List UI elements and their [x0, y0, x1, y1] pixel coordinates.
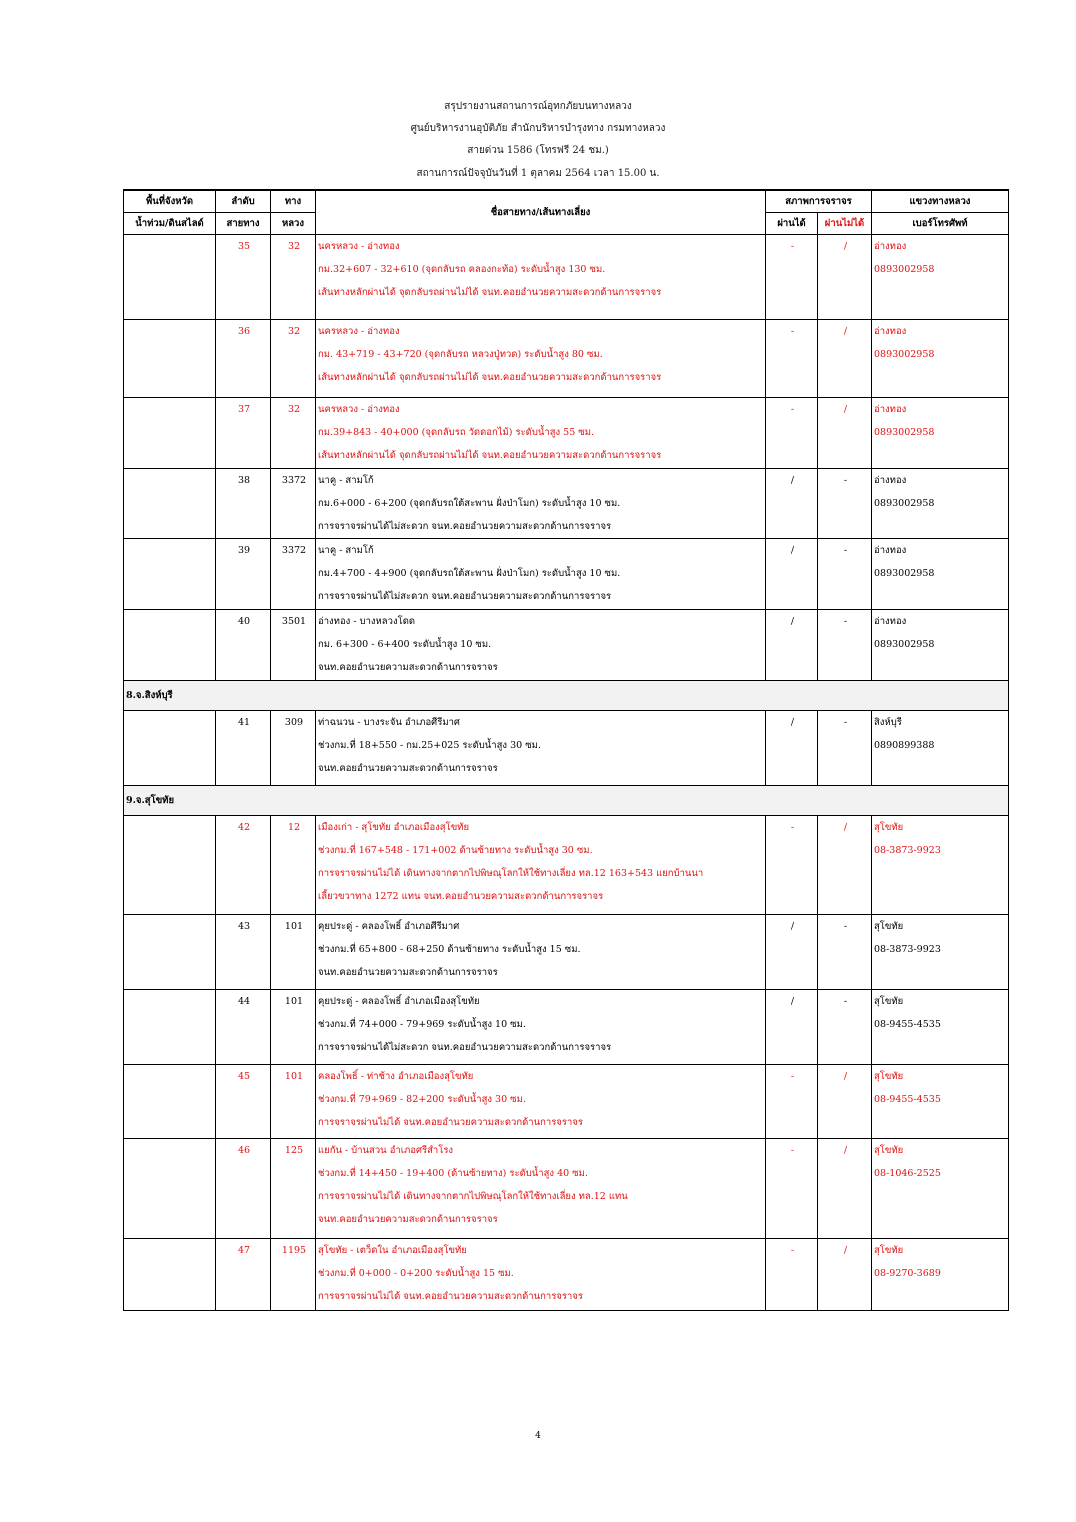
- pass-cell-text: -: [790, 241, 795, 252]
- area-cell: [124, 1065, 216, 1139]
- route-line: อ่างทอง - บางหลวงโดด: [318, 616, 416, 627]
- col-area: พื้นที่จังหวัด: [124, 190, 216, 213]
- area-cell: [124, 320, 216, 398]
- seq-cell-text: 41: [237, 717, 251, 728]
- area-cell: [124, 990, 216, 1065]
- pass-cell: [766, 990, 818, 1065]
- office-phone: 0890899388: [874, 740, 935, 751]
- page-number: 4: [535, 1431, 541, 1441]
- route-line: กม. 6+300 - 6+400 ระดับน้ำสูง 10 ซม.: [318, 639, 492, 650]
- route-cell: [316, 1065, 766, 1139]
- area-cell: [124, 539, 216, 610]
- route-cell: [316, 1139, 766, 1239]
- seq-cell: [216, 1139, 271, 1239]
- seq-cell-text: 42: [237, 822, 251, 833]
- area-cell: [124, 816, 216, 915]
- seq-cell-text: 43: [237, 921, 251, 932]
- no-pass-cell-text: -: [843, 545, 848, 556]
- highway-cell-text: 125: [284, 1145, 304, 1156]
- seq-cell: [216, 816, 271, 915]
- col-seq: ลำดับ: [216, 190, 271, 213]
- no-pass-cell: [818, 1239, 872, 1311]
- area-cell: [124, 1239, 216, 1311]
- seq-cell-text: 45: [237, 1071, 251, 1082]
- province-heading: 8.จ.สิงห์บุรี: [124, 681, 1009, 711]
- highway-cell-text: 101: [284, 1071, 304, 1082]
- pass-cell-text: /: [790, 475, 795, 486]
- no-pass-cell: [818, 915, 872, 990]
- no-pass-cell: [818, 610, 872, 681]
- seq-cell-text: 46: [237, 1145, 251, 1156]
- col-route: ชื่อสายทาง/เส้นทางเลี่ยง: [316, 190, 766, 235]
- highway-cell-text: 3501: [281, 616, 307, 627]
- area-cell: [124, 915, 216, 990]
- report-agency: ศูนย์บริหารงานอุบัติภัย สำนักบริหารบำรุงทาง กรมทางหลวง: [410, 123, 666, 134]
- office-cell: [872, 320, 1009, 398]
- no-pass-cell-text: -: [843, 996, 848, 1007]
- route-line: การจราจรผ่านไม่ได้ เดินทางจากตากไปพิษณุโลกให้ใช้ทางเลี่ยง ทล.12 163+543 แยกบ้านนา: [318, 868, 704, 879]
- seq-cell: [216, 469, 271, 539]
- office-office: อ่างทอง: [874, 616, 907, 627]
- no-pass-cell-text: /: [843, 822, 848, 833]
- pass-cell: [766, 469, 818, 539]
- report-datetime: สถานการณ์ปัจจุบันวันที่ 1 ตุลาคม 2564 เวลา 15.00 น.: [416, 168, 660, 179]
- office-phone: 0893002958: [874, 498, 935, 509]
- area-cell: [124, 1139, 216, 1239]
- highway-cell-text: 3372: [281, 545, 307, 556]
- route-line: คลองโพธิ์ - ท่าช้าง อำเภอเมืองสุโขทัย: [318, 1071, 474, 1082]
- seq-cell-text: 47: [237, 1245, 251, 1256]
- pass-cell-text: /: [790, 996, 795, 1007]
- highway-cell-text: 32: [287, 241, 301, 252]
- table-row: [124, 816, 1009, 915]
- table-row: [124, 1065, 1009, 1139]
- highway-cell: [271, 1239, 316, 1311]
- highway-cell: [271, 711, 316, 786]
- no-pass-cell-text: /: [843, 1245, 848, 1256]
- pass-cell-text: /: [790, 616, 795, 627]
- no-pass-cell-text: -: [843, 717, 848, 728]
- highway-cell: [271, 235, 316, 320]
- route-line: การจราจรผ่านได้ไม่สะดวก จนท.คอยอำนวยความสะดวกด้านการจราจร: [318, 1042, 612, 1053]
- route-line: เส้นทางหลักผ่านได้ จุดกลับรถผ่านไม่ได้ จนท.คอยอำนวยความสะดวกด้านการจราจร: [318, 287, 662, 298]
- col-area-sub: น้ำท่วม/ดินสไลด์: [124, 213, 216, 235]
- no-pass-cell-text: -: [843, 921, 848, 932]
- seq-cell-text: 35: [237, 241, 251, 252]
- highway-cell-text: 32: [287, 326, 301, 337]
- office-phone: 0893002958: [874, 264, 935, 275]
- pass-cell-text: -: [790, 1145, 795, 1156]
- office-cell: [872, 398, 1009, 469]
- office-cell: [872, 235, 1009, 320]
- route-line: นครหลวง - อ่างทอง: [318, 404, 400, 415]
- office-office: สุโขทัย: [874, 1245, 904, 1256]
- route-line: ช่วงกม.ที่ 79+969 - 82+200 ระดับน้ำสูง 30 ซม.: [318, 1094, 526, 1105]
- office-cell: [872, 610, 1009, 681]
- route-line: เลี้ยวขวาทาง 1272 แทน จนท.คอยอำนวยความสะดวกด้านการจราจร: [318, 891, 604, 902]
- route-line: จนท.คอยอำนวยความสะดวกด้านการจราจร: [318, 763, 498, 774]
- no-pass-cell-text: /: [843, 241, 848, 252]
- office-cell: [872, 1139, 1009, 1239]
- pass-cell: [766, 1239, 818, 1311]
- route-line: จนท.คอยอำนวยความสะดวกด้านการจราจร: [318, 967, 498, 978]
- pass-cell-text: -: [790, 822, 795, 833]
- route-cell: [316, 990, 766, 1065]
- seq-cell: [216, 1239, 271, 1311]
- office-phone: 0893002958: [874, 568, 935, 579]
- route-cell: [316, 610, 766, 681]
- pass-cell-text: -: [790, 404, 795, 415]
- route-cell: [316, 816, 766, 915]
- seq-cell-text: 44: [237, 996, 251, 1007]
- route-line: การจราจรผ่านไม่ได้ เดินทางจากตากไปพิษณุโลกให้ใช้ทางเลี่ยง ทล.12 แทน: [318, 1191, 628, 1202]
- no-pass-cell-text: /: [843, 1145, 848, 1156]
- office-phone: 0893002958: [874, 349, 935, 360]
- highway-cell-text: 309: [284, 717, 304, 728]
- office-office: สุโขทัย: [874, 921, 904, 932]
- office-phone: 08-9270-3689: [874, 1268, 941, 1279]
- route-line: นครหลวง - อ่างทอง: [318, 241, 400, 252]
- no-pass-cell: [818, 235, 872, 320]
- office-office: อ่างทอง: [874, 404, 907, 415]
- table-row: [124, 915, 1009, 990]
- pass-cell-text: -: [790, 1071, 795, 1082]
- office-cell: [872, 990, 1009, 1065]
- table-row: [124, 610, 1009, 681]
- seq-cell-text: 38: [237, 475, 251, 486]
- col-traffic-status: สภาพการจราจร: [766, 190, 872, 213]
- route-line: การจราจรผ่านไม่ได้ จนท.คอยอำนวยความสะดวกด้านการจราจร: [318, 1291, 583, 1302]
- pass-cell: [766, 1139, 818, 1239]
- office-phone: 0893002958: [874, 639, 935, 650]
- seq-cell-text: 36: [237, 326, 251, 337]
- col-pass: ผ่านได้: [766, 213, 818, 235]
- route-line: จนท.คอยอำนวยความสะดวกด้านการจราจร: [318, 1214, 498, 1225]
- no-pass-cell-text: /: [843, 404, 848, 415]
- pass-cell-text: -: [790, 1245, 795, 1256]
- office-phone: 08-9455-4535: [874, 1094, 941, 1105]
- highway-cell: [271, 610, 316, 681]
- no-pass-cell: [818, 711, 872, 786]
- table-row: [124, 1139, 1009, 1239]
- area-cell: [124, 398, 216, 469]
- route-line: แยกัน - บ้านสวน อำเภอศรีสำโรง: [318, 1145, 454, 1156]
- office-office: อ่างทอง: [874, 475, 907, 486]
- report-hotline: สายด่วน 1586 (โทรฟรี 24 ชม.): [467, 145, 609, 156]
- office-office: สุโขทัย: [874, 1145, 904, 1156]
- highway-cell: [271, 469, 316, 539]
- office-office: สุโขทัย: [874, 1071, 904, 1082]
- report-title: สรุปรายงานสถานการณ์อุทกภัยบนทางหลวง: [444, 101, 632, 112]
- seq-cell: [216, 1065, 271, 1139]
- no-pass-cell: [818, 398, 872, 469]
- route-line: ช่วงกม.ที่ 0+000 - 0+200 ระดับน้ำสูง 15 ซม.: [318, 1268, 514, 1279]
- route-line: คุยประดู่ - คลองโพธิ์ อำเภอเมืองสุโขทัย: [318, 996, 480, 1007]
- highway-cell: [271, 915, 316, 990]
- route-cell: [316, 320, 766, 398]
- pass-cell-text: /: [790, 921, 795, 932]
- no-pass-cell: [818, 1139, 872, 1239]
- route-line: ช่วงกม.ที่ 74+000 - 79+969 ระดับน้ำสูง 10 ซม.: [318, 1019, 526, 1030]
- route-line: กม.6+000 - 6+200 (จุดกลับรถใต้สะพาน ฝั่งป่าโมก) ระดับน้ำสูง 10 ซม.: [318, 498, 621, 509]
- pass-cell: [766, 915, 818, 990]
- no-pass-cell-text: -: [843, 475, 848, 486]
- route-line: การจราจรผ่านได้ไม่สะดวก จนท.คอยอำนวยความสะดวกด้านการจราจร: [318, 521, 612, 532]
- no-pass-cell-text: /: [843, 326, 848, 337]
- seq-cell-text: 37: [237, 404, 251, 415]
- route-line: ช่วงกม.ที่ 18+550 - กม.25+025 ระดับน้ำสูง 30 ซม.: [318, 740, 541, 751]
- area-cell: [124, 469, 216, 539]
- col-no-pass: ผ่านไม่ได้: [818, 213, 872, 235]
- seq-cell: [216, 235, 271, 320]
- pass-cell-text: /: [790, 717, 795, 728]
- office-phone: 08-9455-4535: [874, 1019, 941, 1030]
- table-row: [124, 469, 1009, 539]
- table-row: [124, 1239, 1009, 1311]
- col-highway: ทาง: [271, 190, 316, 213]
- area-cell: [124, 235, 216, 320]
- route-cell: [316, 915, 766, 990]
- office-office: อ่างทอง: [874, 545, 907, 556]
- pass-cell: [766, 235, 818, 320]
- route-cell: [316, 469, 766, 539]
- table-row: [124, 711, 1009, 786]
- highway-cell-text: 3372: [281, 475, 307, 486]
- pass-cell: [766, 539, 818, 610]
- seq-cell: [216, 398, 271, 469]
- route-line: กม.39+843 - 40+000 (จุดกลับรถ วัดดอกไม้) ระดับน้ำสูง 55 ซม.: [318, 427, 595, 438]
- office-office: สุโขทัย: [874, 996, 904, 1007]
- col-phone: เบอร์โทรศัพท์: [872, 213, 1009, 235]
- route-cell: [316, 539, 766, 610]
- no-pass-cell-text: -: [843, 616, 848, 627]
- seq-cell-text: 39: [237, 545, 251, 556]
- office-office: สุโขทัย: [874, 822, 904, 833]
- office-office: อ่างทอง: [874, 326, 907, 337]
- route-cell: [316, 711, 766, 786]
- col-highway-sub: หลวง: [271, 213, 316, 235]
- table-row: [124, 398, 1009, 469]
- no-pass-cell: [818, 320, 872, 398]
- pass-cell: [766, 1065, 818, 1139]
- office-cell: [872, 1065, 1009, 1139]
- table-row: [124, 539, 1009, 610]
- table-row: [124, 320, 1009, 398]
- seq-cell: [216, 711, 271, 786]
- route-line: การจราจรผ่านไม่ได้ จนท.คอยอำนวยความสะดวกด้านการจราจร: [318, 1117, 583, 1128]
- highway-cell-text: 12: [287, 822, 301, 833]
- seq-cell-text: 40: [237, 616, 251, 627]
- office-cell: [872, 915, 1009, 990]
- route-line: ท่าฉนวน - บางระจัน อำเภอศีรีมาศ: [318, 717, 460, 728]
- seq-cell: [216, 990, 271, 1065]
- col-office: แขวงทางหลวง: [872, 190, 1009, 213]
- highway-cell-text: 32: [287, 404, 301, 415]
- highway-cell: [271, 320, 316, 398]
- pass-cell: [766, 398, 818, 469]
- area-cell: [124, 610, 216, 681]
- office-office: สิงห์บุรี: [874, 717, 902, 728]
- route-line: นาคู - สามโก้: [318, 475, 374, 486]
- highway-cell-text: 101: [284, 996, 304, 1007]
- office-phone: 08-3873-9923: [874, 944, 941, 955]
- pass-cell-text: /: [790, 545, 795, 556]
- office-cell: [872, 816, 1009, 915]
- route-cell: [316, 398, 766, 469]
- col-seq-sub: สายทาง: [216, 213, 271, 235]
- pass-cell-text: -: [790, 326, 795, 337]
- highway-cell: [271, 398, 316, 469]
- highway-cell: [271, 1139, 316, 1239]
- area-cell: [124, 711, 216, 786]
- table-row: [124, 235, 1009, 320]
- route-line: คุยประดู่ - คลองโพธิ์ อำเภอศีรีมาศ: [318, 921, 460, 932]
- route-line: เส้นทางหลักผ่านได้ จุดกลับรถผ่านไม่ได้ จนท.คอยอำนวยความสะดวกด้านการจราจร: [318, 372, 662, 383]
- office-cell: [872, 711, 1009, 786]
- route-line: เส้นทางหลักผ่านได้ จุดกลับรถผ่านไม่ได้ จนท.คอยอำนวยความสะดวกด้านการจราจร: [318, 450, 662, 461]
- table-row: [124, 990, 1009, 1065]
- no-pass-cell: [818, 1065, 872, 1139]
- route-line: กม.32+607 - 32+610 (จุดกลับรถ คลองกะท้อ) ระดับน้ำสูง 130 ซม.: [318, 264, 606, 275]
- pass-cell: [766, 610, 818, 681]
- route-line: นาคู - สามโก้: [318, 545, 374, 556]
- route-cell: [316, 235, 766, 320]
- highway-cell: [271, 539, 316, 610]
- route-line: ช่วงกม.ที่ 14+450 - 19+400 (ด้านซ้ายทาง) ระดับน้ำสูง 40 ซม.: [318, 1168, 588, 1179]
- seq-cell: [216, 320, 271, 398]
- route-line: สุโขทัย - เตว็ดใน อำเภอเมืองสุโขทัย: [318, 1245, 467, 1256]
- highway-cell: [271, 816, 316, 915]
- seq-cell: [216, 539, 271, 610]
- route-line: นครหลวง - อ่างทอง: [318, 326, 400, 337]
- no-pass-cell-text: /: [843, 1071, 848, 1082]
- highway-cell: [271, 990, 316, 1065]
- flood-status-table: [123, 189, 1009, 1311]
- office-cell: [872, 469, 1009, 539]
- no-pass-cell: [818, 990, 872, 1065]
- route-line: การจราจรผ่านได้ไม่สะดวก จนท.คอยอำนวยความสะดวกด้านการจราจร: [318, 591, 612, 602]
- office-phone: 08-1046-2525: [874, 1168, 941, 1179]
- route-line: เมืองเก่า - สุโขทัย อำเภอเมืองสุโขทัย: [318, 822, 470, 833]
- office-phone: 08-3873-9923: [874, 845, 941, 856]
- route-line: กม. 43+719 - 43+720 (จุดกลับรถ หลวงปู่ทวด) ระดับน้ำสูง 80 ซม.: [318, 349, 603, 360]
- office-office: อ่างทอง: [874, 241, 907, 252]
- office-cell: [872, 539, 1009, 610]
- no-pass-cell: [818, 469, 872, 539]
- pass-cell: [766, 816, 818, 915]
- highway-cell-text: 101: [284, 921, 304, 932]
- route-cell: [316, 1239, 766, 1311]
- office-cell: [872, 1239, 1009, 1311]
- seq-cell: [216, 915, 271, 990]
- seq-cell: [216, 610, 271, 681]
- route-line: กม.4+700 - 4+900 (จุดกลับรถใต้สะพาน ฝั่งป่าโมก) ระดับน้ำสูง 10 ซม.: [318, 568, 621, 579]
- office-phone: 0893002958: [874, 427, 935, 438]
- route-line: ช่วงกม.ที่ 167+548 - 171+002 ด้านซ้ายทาง ระดับน้ำสูง 30 ซม.: [318, 845, 593, 856]
- province-heading: 9.จ.สุโขทัย: [124, 786, 1009, 816]
- route-line: จนท.คอยอำนวยความสะดวกด้านการจราจร: [318, 662, 498, 673]
- no-pass-cell: [818, 816, 872, 915]
- no-pass-cell: [818, 539, 872, 610]
- route-line: ช่วงกม.ที่ 65+800 - 68+250 ด้านซ้ายทาง ระดับน้ำสูง 15 ซม.: [318, 944, 581, 955]
- pass-cell: [766, 320, 818, 398]
- pass-cell: [766, 711, 818, 786]
- highway-cell: [271, 1065, 316, 1139]
- highway-cell-text: 1195: [281, 1245, 307, 1256]
